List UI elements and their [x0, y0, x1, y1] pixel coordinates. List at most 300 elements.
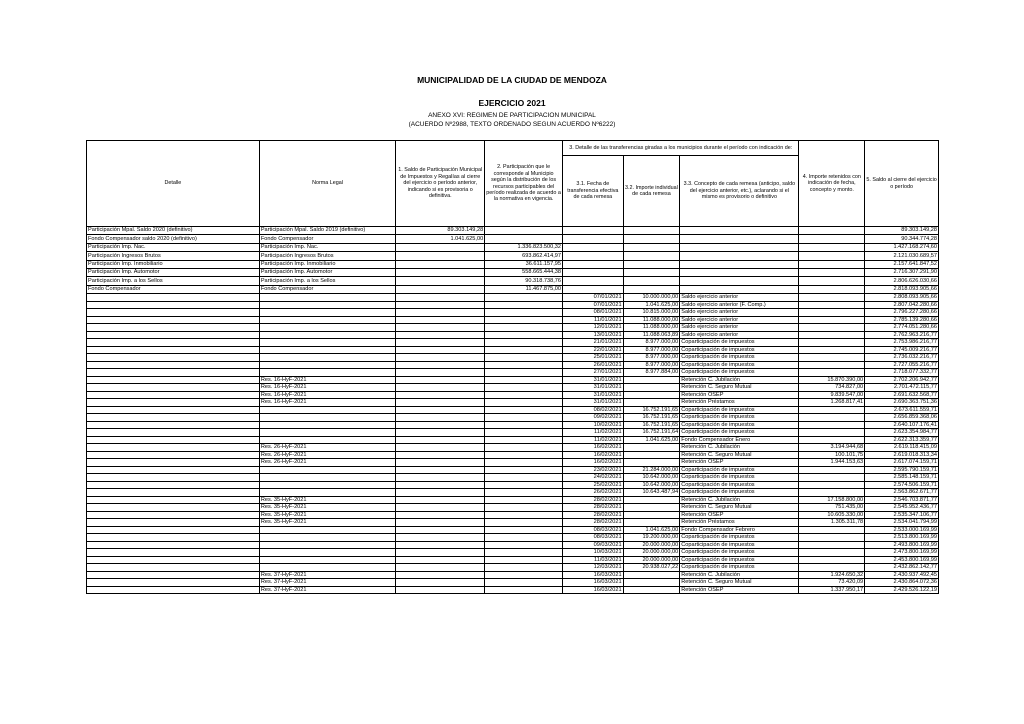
cell-importe [623, 260, 680, 268]
table-row [87, 324, 939, 332]
cell-saldo-anterior [396, 466, 485, 474]
cell-detalle [87, 301, 260, 309]
cell-importe [623, 571, 680, 579]
cell-participacion [485, 436, 563, 444]
cell-retencion [799, 260, 865, 268]
cell-saldo-anterior [396, 294, 485, 302]
cell-saldo: 2.121.030.689,57 [865, 252, 939, 260]
cell-importe [623, 459, 680, 467]
table-row [87, 243, 939, 251]
cell-saldo: 2.546.703.871,77 [865, 496, 939, 504]
table-row [87, 331, 939, 339]
cell-retencion [799, 481, 865, 489]
cell-detalle [87, 324, 260, 332]
cell-participacion [485, 586, 563, 594]
cell-saldo-anterior [396, 489, 485, 497]
cell-norma: Res. 26-HyF-2021 [259, 459, 395, 467]
cell-participacion [485, 376, 563, 384]
cell-detalle [87, 429, 260, 437]
cell-detalle [87, 459, 260, 467]
cell-fecha: 26/01/2021 [563, 361, 624, 369]
cell-retencion: 17.158.800,00 [799, 496, 865, 504]
cell-saldo-anterior [396, 534, 485, 542]
cell-saldo-anterior [396, 421, 485, 429]
cell-participacion [485, 346, 563, 354]
cell-fecha: 16/02/2021 [563, 444, 624, 452]
cell-fecha: 31/01/2021 [563, 399, 624, 407]
cell-norma [259, 331, 395, 339]
cell-saldo: 2.619.118.415,09 [865, 444, 939, 452]
cell-retencion: 9.839.547,00 [799, 391, 865, 399]
cell-importe: 10.000.000,00 [623, 294, 680, 302]
cell-concepto: Retención C. Jubilación [680, 571, 799, 579]
cell-norma [259, 549, 395, 557]
cell-importe: 10.642.000,00 [623, 474, 680, 482]
cell-participacion [485, 526, 563, 534]
cell-concepto: Saldo ejercicio anterior (F. Comp.) [680, 301, 799, 309]
cell-norma: Res. 16-HyF-2021 [259, 376, 395, 384]
cell-saldo: 2.745.009.216,77 [865, 346, 939, 354]
cell-norma [259, 466, 395, 474]
cell-importe: 16.752.191,65 [623, 414, 680, 422]
cell-retencion [799, 277, 865, 285]
cell-saldo-anterior [396, 301, 485, 309]
cell-participacion [485, 504, 563, 512]
cell-participacion [485, 331, 563, 339]
cell-importe [623, 511, 680, 519]
cell-detalle [87, 586, 260, 594]
cell-retencion [799, 227, 865, 235]
cell-saldo-anterior [396, 324, 485, 332]
cell-detalle [87, 519, 260, 527]
table-row [87, 369, 939, 377]
cell-importe [623, 243, 680, 251]
table-row [87, 571, 939, 579]
cell-concepto: Retención C. Seguro Mutual [680, 579, 799, 587]
cell-detalle [87, 384, 260, 392]
cell-participacion [485, 406, 563, 414]
cell-participacion [485, 444, 563, 452]
cell-participacion [485, 549, 563, 557]
cell-retencion: 1.944.153,63 [799, 459, 865, 467]
cell-retencion [799, 235, 865, 243]
cell-saldo-anterior: 89.303.149,28 [396, 227, 485, 235]
table-row [87, 504, 939, 512]
cell-detalle [87, 444, 260, 452]
table-row [87, 421, 939, 429]
cell-saldo: 2.429.526.122,19 [865, 586, 939, 594]
cell-participacion: 90.318.738,76 [485, 277, 563, 285]
table-row [87, 466, 939, 474]
cell-saldo-anterior [396, 354, 485, 362]
table-row [87, 444, 939, 452]
cell-importe: 16.752.191,65 [623, 421, 680, 429]
cell-saldo-anterior [396, 564, 485, 572]
cell-detalle [87, 511, 260, 519]
cell-retencion: 100.101,75 [799, 451, 865, 459]
cell-norma [259, 301, 395, 309]
cell-saldo-anterior [396, 474, 485, 482]
cell-saldo: 2.673.611.559,71 [865, 406, 939, 414]
cell-participacion [485, 466, 563, 474]
cell-retencion: 1.268.817,41 [799, 399, 865, 407]
table-row [87, 534, 939, 542]
table-row [87, 399, 939, 407]
cell-detalle [87, 549, 260, 557]
cell-saldo-anterior [396, 481, 485, 489]
cell-saldo: 2.430.937.492,45 [865, 571, 939, 579]
cell-detalle [87, 399, 260, 407]
cell-concepto: Retención Préstamos [680, 519, 799, 527]
cell-concepto: Retención OSEP [680, 511, 799, 519]
cell-norma [259, 354, 395, 362]
header-retenciones: 4. Importe retenidos con indicación de fecha, concepto y monto. [799, 141, 865, 227]
cell-detalle [87, 339, 260, 347]
cell-concepto: Coparticipación de impuestos [680, 406, 799, 414]
cell-retencion [799, 474, 865, 482]
cell-norma [259, 534, 395, 542]
cell-fecha: 28/02/2021 [563, 496, 624, 504]
cell-detalle [87, 534, 260, 542]
cell-saldo: 2.640.107.176,41 [865, 421, 939, 429]
cell-concepto: Fondo Compensador Febrero [680, 526, 799, 534]
cell-saldo-anterior [396, 268, 485, 276]
cell-saldo-anterior [396, 376, 485, 384]
cell-detalle: Participación Mpal. Saldo 2020 (definitivo) [87, 227, 260, 235]
cell-concepto: Fondo Compensador Enero [680, 436, 799, 444]
cell-fecha: 08/01/2021 [563, 309, 624, 317]
cell-participacion [485, 511, 563, 519]
cell-detalle [87, 331, 260, 339]
table-row [87, 268, 939, 276]
fiscal-year-title: EJERCICIO 2021 [478, 98, 546, 108]
cell-concepto: Coparticipación de impuestos [680, 541, 799, 549]
cell-norma: Res. 35-HyF-2021 [259, 511, 395, 519]
cell-norma [259, 406, 395, 414]
cell-saldo-anterior [396, 414, 485, 422]
cell-fecha: 08/03/2021 [563, 526, 624, 534]
cell-saldo: 2.430.864.072,36 [865, 579, 939, 587]
cell-retencion [799, 252, 865, 260]
cell-detalle [87, 504, 260, 512]
cell-saldo: 2.622.313.359,77 [865, 436, 939, 444]
cell-concepto: Coparticipación de impuestos [680, 489, 799, 497]
cell-retencion [799, 354, 865, 362]
cell-retencion [799, 421, 865, 429]
table-row [87, 541, 939, 549]
cell-importe [623, 376, 680, 384]
cell-importe: 10.642.000,00 [623, 481, 680, 489]
header-participacion: 2. Participación que le corresponde al Municipio según la distribución de los recursos participables del período realizada de acuerdo a la normativa en vigencia. [485, 141, 563, 227]
cell-saldo-anterior [396, 331, 485, 339]
table-row [87, 451, 939, 459]
cell-saldo: 2.563.862.671,77 [865, 489, 939, 497]
cell-saldo-anterior [396, 511, 485, 519]
cell-importe: 8.977.000,00 [623, 361, 680, 369]
cell-importe: 11.088.063,89 [623, 331, 680, 339]
cell-fecha: 09/02/2021 [563, 414, 624, 422]
cell-retencion [799, 549, 865, 557]
cell-norma: Participación Imp. a los Sellos [259, 277, 395, 285]
table-row [87, 260, 939, 268]
cell-fecha: 31/01/2021 [563, 384, 624, 392]
cell-fecha: 10/02/2021 [563, 421, 624, 429]
cell-retencion [799, 406, 865, 414]
cell-saldo-anterior [396, 504, 485, 512]
cell-concepto: Retención C. Jubilación [680, 496, 799, 504]
cell-norma [259, 429, 395, 437]
cell-concepto: Coparticipación de impuestos [680, 429, 799, 437]
cell-participacion [485, 519, 563, 527]
cell-importe [623, 496, 680, 504]
cell-norma: Res. 35-HyF-2021 [259, 519, 395, 527]
cell-saldo-anterior [396, 586, 485, 594]
cell-retencion [799, 294, 865, 302]
cell-fecha: 23/02/2021 [563, 466, 624, 474]
cell-detalle [87, 579, 260, 587]
cell-saldo: 2.585.148.159,71 [865, 474, 939, 482]
cell-importe: 20.000.000,00 [623, 556, 680, 564]
cell-importe [623, 384, 680, 392]
cell-fecha [563, 277, 624, 285]
cell-importe: 8.977.000,00 [623, 354, 680, 362]
cell-fecha: 16/03/2021 [563, 586, 624, 594]
cell-saldo: 2.623.354.984,77 [865, 429, 939, 437]
cell-norma [259, 369, 395, 377]
cell-importe: 1.041.625,00 [623, 436, 680, 444]
cell-fecha: 24/02/2021 [563, 474, 624, 482]
cell-saldo-anterior [396, 429, 485, 437]
cell-retencion [799, 556, 865, 564]
cell-saldo: 89.303.149,28 [865, 227, 939, 235]
cell-norma [259, 361, 395, 369]
cell-norma [259, 474, 395, 482]
cell-norma: Res. 35-HyF-2021 [259, 504, 395, 512]
cell-saldo-anterior [396, 406, 485, 414]
cell-fecha: 11/01/2021 [563, 316, 624, 324]
cell-concepto: Saldo ejercicio anterior [680, 316, 799, 324]
cell-importe: 11.088.000,00 [623, 316, 680, 324]
cell-saldo: 2.533.000.169,99 [865, 526, 939, 534]
cell-concepto: Retención C. Jubilación [680, 376, 799, 384]
table-row [87, 361, 939, 369]
cell-detalle: Participación Imp. a los Sellos [87, 277, 260, 285]
table-row [87, 285, 939, 293]
cell-saldo: 2.157.641.847,52 [865, 260, 939, 268]
cell-detalle [87, 451, 260, 459]
cell-saldo-anterior [396, 444, 485, 452]
cell-norma: Participación Imp. Inmobiliario [259, 260, 395, 268]
cell-fecha: 16/02/2021 [563, 459, 624, 467]
cell-saldo: 2.808.093.905,66 [865, 294, 939, 302]
cell-participacion [485, 324, 563, 332]
cell-importe: 8.977.884,00 [623, 369, 680, 377]
cell-participacion [485, 496, 563, 504]
cell-norma [259, 294, 395, 302]
cell-concepto: Retención C. Seguro Mutual [680, 451, 799, 459]
cell-retencion [799, 243, 865, 251]
cell-saldo: 2.493.800.169,99 [865, 541, 939, 549]
cell-saldo-anterior [396, 399, 485, 407]
cell-detalle [87, 294, 260, 302]
cell-norma: Fondo Compensador [259, 235, 395, 243]
cell-saldo-anterior [396, 346, 485, 354]
cell-retencion [799, 526, 865, 534]
cell-fecha: 28/02/2021 [563, 511, 624, 519]
cell-norma: Res. 26-HyF-2021 [259, 444, 395, 452]
cell-retencion [799, 285, 865, 293]
cell-fecha: 31/01/2021 [563, 391, 624, 399]
cell-norma [259, 436, 395, 444]
cell-saldo: 2.716.307.291,90 [865, 268, 939, 276]
cell-saldo: 2.690.363.751,36 [865, 399, 939, 407]
cell-norma: Res. 37-HyF-2021 [259, 586, 395, 594]
cell-detalle [87, 496, 260, 504]
cell-detalle [87, 481, 260, 489]
cell-norma: Res. 37-HyF-2021 [259, 579, 395, 587]
cell-participacion [485, 481, 563, 489]
table-row [87, 429, 939, 437]
cell-importe: 8.977.000,00 [623, 346, 680, 354]
cell-participacion [485, 429, 563, 437]
cell-importe: 21.284.000,00 [623, 466, 680, 474]
cell-norma [259, 489, 395, 497]
cell-norma: Res. 16-HyF-2021 [259, 399, 395, 407]
cell-retencion [799, 324, 865, 332]
cell-importe: 16.752.191,64 [623, 429, 680, 437]
cell-participacion [485, 534, 563, 542]
cell-retencion [799, 331, 865, 339]
cell-norma [259, 481, 395, 489]
header-norma-legal: Norma Legal [259, 141, 395, 227]
table-row [87, 481, 939, 489]
cell-detalle [87, 466, 260, 474]
document-title: MUNICIPALIDAD DE LA CIUDAD DE MENDOZA [417, 75, 607, 85]
cell-importe [623, 391, 680, 399]
cell-importe: 1.041.625,00 [623, 526, 680, 534]
cell-detalle [87, 376, 260, 384]
cell-fecha [563, 252, 624, 260]
cell-retencion [799, 541, 865, 549]
cell-norma: Participación Ingresos Brutos [259, 252, 395, 260]
table-row [87, 579, 939, 587]
cell-detalle [87, 316, 260, 324]
cell-detalle [87, 474, 260, 482]
cell-participacion: 36.611.157,95 [485, 260, 563, 268]
table-row [87, 346, 939, 354]
cell-detalle: Participación Imp. Automotor [87, 268, 260, 276]
cell-detalle [87, 556, 260, 564]
cell-concepto [680, 227, 799, 235]
cell-norma: Res. 35-HyF-2021 [259, 496, 395, 504]
cell-saldo: 2.796.227.280,66 [865, 309, 939, 317]
cell-participacion: 693.862.414,97 [485, 252, 563, 260]
table-row [87, 235, 939, 243]
cell-saldo: 2.432.862.142,77 [865, 564, 939, 572]
cell-importe [623, 586, 680, 594]
cell-saldo: 2.785.139.280,66 [865, 316, 939, 324]
cell-concepto [680, 268, 799, 276]
cell-saldo: 2.617.074.159,71 [865, 459, 939, 467]
cell-importe: 11.088.000,00 [623, 324, 680, 332]
header-saldo-anterior: 1. Saldo de Participación Municipal de Impuestos y Regalías al cierre del ejercicio o período anterior, indicando si es provisoria o definitiva. [396, 141, 485, 227]
cell-concepto: Coparticipación de impuestos [680, 466, 799, 474]
cell-detalle [87, 414, 260, 422]
cell-norma: Res. 16-HyF-2021 [259, 391, 395, 399]
cell-retencion: 73.420,09 [799, 579, 865, 587]
annex-title: ANEXO XVI: REGIMEN DE PARTICIPACION MUNICIPAL [428, 112, 596, 119]
cell-concepto: Coparticipación de impuestos [680, 474, 799, 482]
cell-concepto: Coparticipación de impuestos [680, 361, 799, 369]
cell-saldo-anterior [396, 519, 485, 527]
cell-concepto: Retención C. Jubilación [680, 444, 799, 452]
cell-detalle: Participación Imp. Nac. [87, 243, 260, 251]
table-row [87, 301, 939, 309]
cell-saldo: 2.818.093.905,66 [865, 285, 939, 293]
cell-norma: Participación Mpal. Saldo 2019 (definitivo) [259, 227, 395, 235]
cell-saldo-anterior [396, 391, 485, 399]
table-row [87, 316, 939, 324]
cell-participacion [485, 391, 563, 399]
cell-participacion [485, 459, 563, 467]
cell-retencion [799, 489, 865, 497]
agreement-subtitle: (ACUERDO Nº2988, TEXTO ORDENADO SEGUN ACUERDO Nº6222) [408, 121, 616, 128]
cell-saldo-anterior [396, 316, 485, 324]
cell-concepto: Coparticipación de impuestos [680, 346, 799, 354]
cell-retencion [799, 268, 865, 276]
cell-fecha: 13/01/2021 [563, 331, 624, 339]
cell-fecha: 11/02/2021 [563, 436, 624, 444]
cell-saldo-anterior [396, 549, 485, 557]
table-row [87, 294, 939, 302]
cell-detalle [87, 309, 260, 317]
cell-saldo-anterior [396, 571, 485, 579]
cell-saldo: 2.691.632.568,77 [865, 391, 939, 399]
cell-retencion [799, 369, 865, 377]
table-row [87, 354, 939, 362]
cell-concepto: Coparticipación de impuestos [680, 549, 799, 557]
cell-saldo: 2.806.626.030,66 [865, 277, 939, 285]
cell-concepto: Coparticipación de impuestos [680, 534, 799, 542]
cell-concepto: Saldo ejercicio anterior [680, 294, 799, 302]
cell-concepto: Coparticipación de impuestos [680, 339, 799, 347]
cell-concepto: Retención OSEP [680, 391, 799, 399]
header-detalle: Detalle [87, 141, 260, 227]
cell-detalle [87, 361, 260, 369]
header-fecha: 3.1. Fecha de transferencia efectiva de cada remesa [563, 156, 624, 227]
cell-saldo: 2.513.800.169,99 [865, 534, 939, 542]
cell-fecha: 11/03/2021 [563, 556, 624, 564]
cell-participacion [485, 294, 563, 302]
cell-participacion [485, 354, 563, 362]
cell-norma: Fondo Compensador [259, 285, 395, 293]
cell-saldo-anterior [396, 260, 485, 268]
cell-norma [259, 541, 395, 549]
cell-norma [259, 421, 395, 429]
cell-concepto: Retención C. Seguro Mutual [680, 384, 799, 392]
cell-concepto: Coparticipación de impuestos [680, 556, 799, 564]
cell-retencion [799, 436, 865, 444]
cell-retencion [799, 339, 865, 347]
cell-concepto [680, 243, 799, 251]
cell-retencion [799, 361, 865, 369]
table-row [87, 277, 939, 285]
cell-fecha [563, 243, 624, 251]
cell-retencion [799, 564, 865, 572]
cell-norma: Res. 16-HyF-2021 [259, 384, 395, 392]
cell-retencion: 15.870.390,00 [799, 376, 865, 384]
cell-detalle [87, 571, 260, 579]
